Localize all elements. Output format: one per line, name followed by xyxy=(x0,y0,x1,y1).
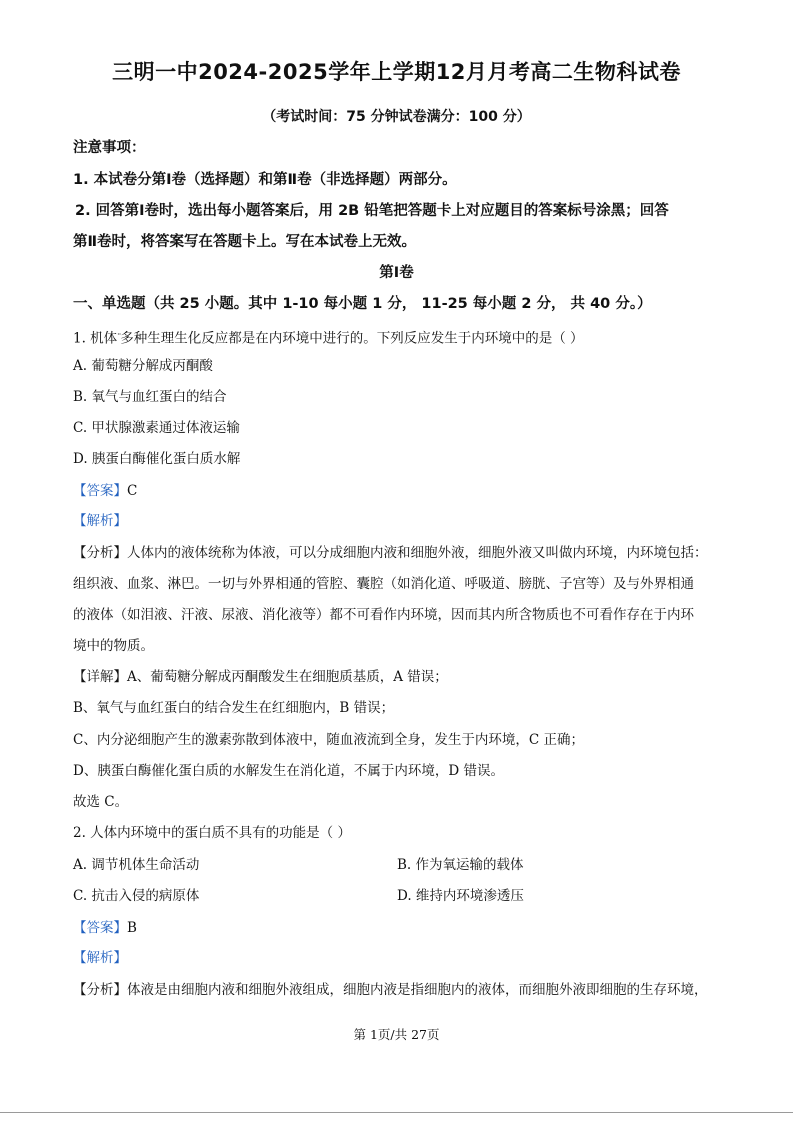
question-1-explain-label: 【解析】 xyxy=(73,513,127,529)
detail-label: 【详解】 xyxy=(73,669,127,685)
question-1-conclusion: 故选 C。 xyxy=(73,794,129,810)
question-1-analysis-line-1 xyxy=(73,543,723,563)
question-1-option-c: C. 甲状腺激素通过体液运输 xyxy=(73,420,240,436)
question-1-analysis-line-3: 的液体（如泪液、汗液、尿液、消化液等）都不可看作内环境，因而其内所含物质也不可看作存在于内环 xyxy=(73,607,694,623)
section-heading: 一、单选题（共 25 小题。其中 1-10 每小题 1 分， 11-25 每小题 2 分， 共 40 分。） xyxy=(73,296,652,312)
answer-value: C xyxy=(127,483,138,499)
question-2-explain-label: 【解析】 xyxy=(73,950,127,966)
volume-heading: 第Ⅰ卷 xyxy=(379,265,414,281)
question-2-option-d: D. 维持内环境渗透压 xyxy=(397,888,524,904)
question-2-option-c: C. 抗击入侵的病原体 xyxy=(73,888,200,904)
analysis-label: 【分析】 xyxy=(73,982,127,998)
analysis-label: 【分析】 xyxy=(73,545,127,561)
notice-item-1: 1. 本试卷分第Ⅰ卷（选择题）和第Ⅱ卷（非选择题）两部分。 xyxy=(73,172,457,188)
question-1-stem-start: 1. 机体 xyxy=(73,330,118,347)
answer-label: 【答案】 xyxy=(73,920,127,936)
page-number: 第 1页/共 27页 xyxy=(353,1027,440,1042)
question-1-stem-end: 多种生理生化反应都是在内环境中进行的。下列反应发生于内环境中的是（ ） xyxy=(120,330,584,347)
analysis-text: 体液是由细胞内液和细胞外液组成，细胞内液是指细胞内的液体，而细胞外液即细胞的生存环境， xyxy=(127,982,708,998)
question-1-analysis-line-2: 组织液、血浆、淋巴。一切与外界相通的管腔、囊腔（如消化道、呼吸道、膀胱、子宫等）及与外界相通 xyxy=(73,576,694,592)
question-2-answer xyxy=(73,918,723,938)
question-1-stem-dots: ·· xyxy=(117,330,121,339)
question-2-stem: 2. 人体内环境中的蛋白质不具有的功能是（ ） xyxy=(73,825,351,841)
question-2-option-b: B. 作为氧运输的载体 xyxy=(397,857,524,873)
question-1-stem xyxy=(73,325,723,349)
notice-heading: 注意事项： xyxy=(73,140,146,156)
question-2-analysis-line-1 xyxy=(73,980,723,1000)
detail-text: A、葡萄糖分解成丙酮酸发生在细胞质基质，A 错误； xyxy=(127,669,448,685)
notice-item-2-line-2: 第Ⅱ卷时，将答案写在答题卡上。写在本试卷上无效。 xyxy=(73,234,417,250)
question-1-detail-line-2: B、氧气与血红蛋白的结合发生在红细胞内，B 错误； xyxy=(73,700,395,716)
exam-subtitle: （考试时间：75 分钟试卷满分：100 分） xyxy=(262,109,531,125)
question-1-answer xyxy=(73,481,723,501)
answer-label: 【答案】 xyxy=(73,483,127,499)
analysis-text: 人体内的液体统称为体液，可以分成细胞内液和细胞外液，细胞外液又叫做内环境，内环境包括： xyxy=(127,545,708,561)
question-1-analysis-line-4: 境中的物质。 xyxy=(73,638,154,654)
question-1-option-a: A. 葡萄糖分解成丙酮酸 xyxy=(73,358,213,374)
question-1-detail-line-3: C、内分泌细胞产生的激素弥散到体液中，随血液流到全身，发生于内环境，C 正确； xyxy=(73,732,584,748)
question-2-option-a: A. 调节机体生命活动 xyxy=(73,857,200,873)
exam-title: 三明一中2024-2025学年上学期12月月考高二生物科试卷 xyxy=(112,60,681,84)
question-1-detail-line-1 xyxy=(73,667,723,687)
answer-value: B xyxy=(127,920,137,936)
bottom-divider xyxy=(0,1112,793,1113)
notice-item-2-line-1: 2. 回答第Ⅰ卷时，选出每小题答案后，用 2B 铅笔把答题卡上对应题目的答案标号涂黑；回答 xyxy=(75,203,669,219)
question-1-option-d: D. 胰蛋白酶催化蛋白质水解 xyxy=(73,451,241,467)
question-1-option-b: B. 氧气与血红蛋白的结合 xyxy=(73,389,227,405)
question-1-detail-line-4: D、胰蛋白酶催化蛋白质的水解发生在消化道，不属于内环境，D 错误。 xyxy=(73,763,504,779)
